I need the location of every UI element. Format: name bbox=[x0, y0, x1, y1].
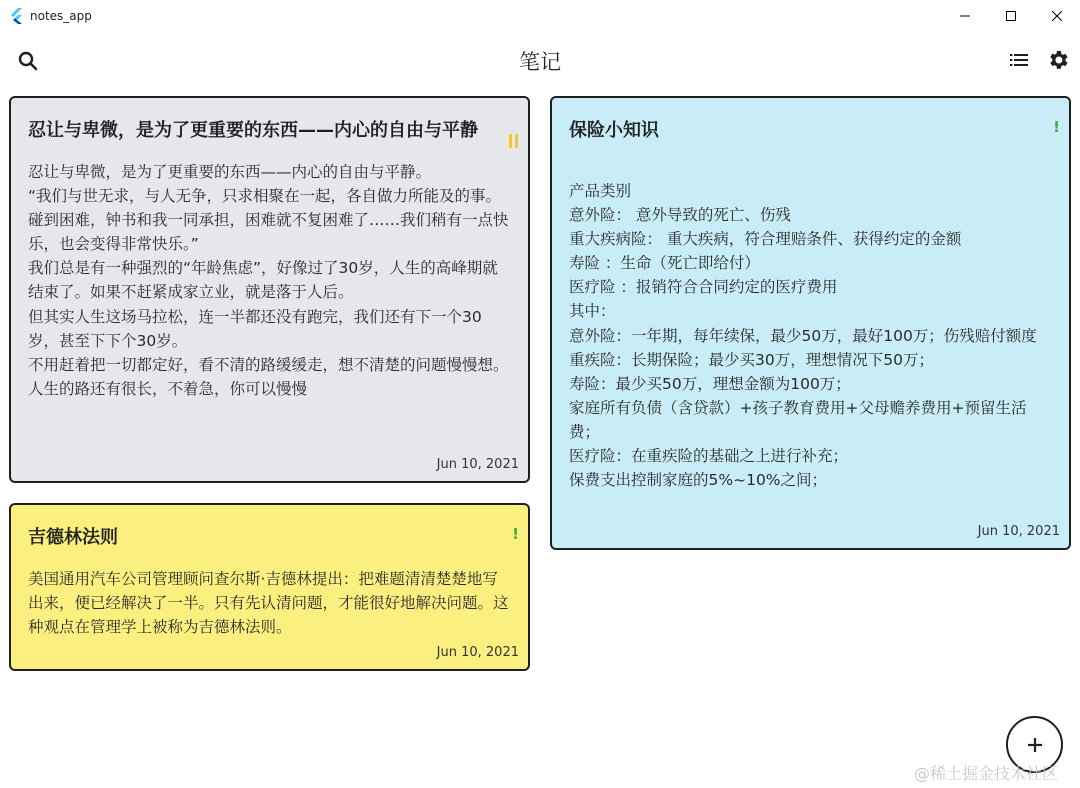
priority-flag: ! bbox=[512, 525, 519, 543]
window-title-bar bbox=[0, 0, 1080, 32]
note-body: 产品类别 意外险： 意外导致的死亡、伤残 重大疾病险： 重大疾病，符合理赔条件、获得约定的金额 寿险 ：生命（死亡即给付） 医疗险 ：报销符合合同约定的医疗费用 其中： 意外险：一年期，每年续保，最少50万，最好100万；伤残赔付额度 重疾险：长期保险；最少买30万，理想情况下50万； 寿险：最少买50万，理想金额为100万； 家庭所有负债（含贷款）+孩子教育费用+父母赡养费用+预留生活费； 医疗险：在重疾险的基础之上进行补充； 保费支出控制家庭的5%~10%之间； bbox=[569, 182, 1037, 490]
close-button[interactable] bbox=[1034, 0, 1080, 32]
minimize-icon bbox=[960, 11, 970, 21]
note-card[interactable] bbox=[9, 96, 530, 483]
view-toggle-button[interactable] bbox=[1007, 48, 1031, 72]
plus-icon bbox=[1025, 735, 1045, 755]
window-title: notes_app bbox=[30, 9, 92, 23]
note-body: 美国通用汽车公司管理顾问查尔斯·吉德林提出：把难题清清楚楚地写出来，便已经解决了一半。只有先认清问题，才能很好地解决问题。这种观点在管理学上被称为吉德林法则。 bbox=[28, 570, 509, 637]
note-title: 吉德林法则 bbox=[28, 527, 118, 548]
note-title: 忍让与卑微，是为了更重要的东西——内心的自由与平静 bbox=[28, 120, 478, 141]
maximize-button[interactable] bbox=[988, 0, 1034, 32]
priority-flag: ! bbox=[1053, 118, 1060, 136]
gear-icon bbox=[1046, 48, 1070, 72]
note-card[interactable] bbox=[550, 96, 1071, 550]
pause-icon bbox=[509, 134, 518, 148]
maximize-icon bbox=[1006, 11, 1016, 21]
flutter-logo-icon bbox=[10, 8, 24, 24]
settings-button[interactable] bbox=[1046, 48, 1070, 72]
note-date: Jun 10, 2021 bbox=[436, 457, 519, 472]
note-date: Jun 10, 2021 bbox=[436, 645, 519, 660]
minimize-button[interactable] bbox=[942, 0, 988, 32]
watermark: @稀土掘金技术社区 bbox=[914, 764, 1059, 783]
note-body: 忍让与卑微，是为了更重要的东西——内心的自由与平静。 “我们与世无求，与人无争，只求相聚在一起，各自做力所能及的事。碰到困难，钟书和我一同承担，困难就不复困难了……我们稍有一点快乐，也会变得非常快乐。” 我们总是有一种强烈的“年龄焦虑”，好像过了30岁，人生的高峰期就结束了。如果不赶紧成家立业，就是落于人后。 但其实人生这场马拉松，连一半都还没有跑完，我们还有下一个30岁，甚至下下个30岁。 不用赶着把一切都定好，看不清的路缓缓走，想不清楚的问题慢慢想。 人生的路还有很长，不着急，你可以慢慢 bbox=[28, 163, 509, 398]
app-bar bbox=[0, 36, 1080, 86]
page-title: 笔记 bbox=[519, 50, 561, 74]
list-view-icon bbox=[1007, 48, 1031, 72]
note-card[interactable] bbox=[9, 503, 530, 671]
note-date: Jun 10, 2021 bbox=[977, 524, 1060, 539]
close-icon bbox=[1052, 11, 1062, 21]
note-title: 保险小知识 bbox=[569, 120, 659, 141]
